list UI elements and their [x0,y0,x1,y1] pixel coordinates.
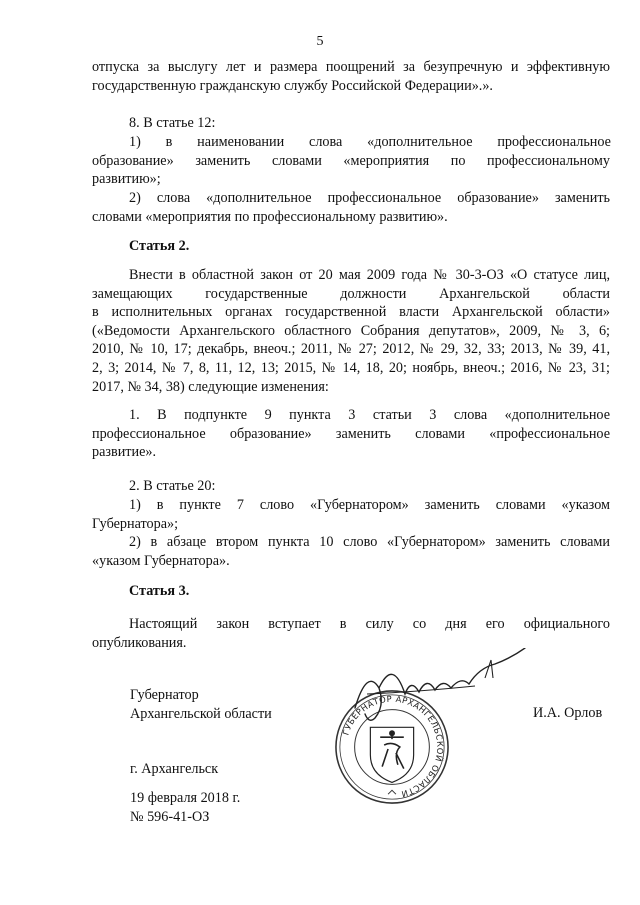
signatory-name: И.А. Орлов [533,705,603,721]
text-line: 1) в наименовании слова «дополнительное профессиональное [129,134,611,150]
paragraph-change-1 [92,406,610,462]
paragraph-article-2-body [92,266,610,396]
paragraph-article-3-body [92,615,610,652]
text-line: Настоящий закон вступает в силу со дня его официального [129,616,610,632]
text-line: образование» заменить словами «мероприятия по профессиональному [92,152,610,169]
svg-text:ГУБЕРНАТОР АРХАНГЕЛЬСКОЙ ОБЛАС: ГУБЕРНАТОР АРХАНГЕЛЬСКОЙ ОБЛАСТИ [340,693,446,800]
text-line: 8. В статье 12: [129,115,216,131]
paragraph-article-12 [92,114,610,133]
text-line: Губернатора»; [92,515,179,532]
text-line: 2017, № 34, 38) следующие изменения: [92,378,329,395]
handwritten-signature-icon [345,648,535,734]
law-number: № 596-41-ОЗ [130,809,210,825]
text-line: развитию»; [92,171,161,188]
paragraph-item-2 [92,189,610,226]
article-3-heading: Статья 3. [129,583,190,599]
paragraph-change-2-item-2 [92,533,610,570]
text-line: профессиональное образование» заменить словами «профессиональное [92,425,610,442]
text-line: государственную гражданскую службу Российской Федерации».». [92,77,493,94]
text-line: 2) слова «дополнительное профессиональное образование» заменить [129,190,610,206]
paragraph-change-2 [92,477,610,496]
text-line: 2010, № 10, 17; декабрь, внеоч.; 2011, № 27; 2012, № 29, 32, 33; 2013, № 39, 41, [92,341,610,358]
city: г. Архангельск [130,761,219,777]
text-line: («Ведомости Архангельского областного Собрания депутатов», 2009, № 3, 6; [92,322,610,339]
signatory-title [130,686,272,724]
signatory-title-line-1: Губернатор [130,687,199,703]
page-number: 5 [316,34,324,49]
text-line: словами «мероприятия по профессиональному развитию». [92,208,448,225]
article-2-heading: Статья 2. [129,238,190,254]
text-line: 1. В подпункте 9 пункта 3 статьи 3 слова «дополнительное [129,407,610,423]
law-date: 19 февраля 2018 г. [130,790,241,806]
text-line: в исполнительных органах государственной власти Архангельской области» [92,304,610,321]
text-line: «указом Губернатора». [92,552,230,569]
signatory-title-line-2: Архангельской области [130,706,272,722]
text-line: опубликования. [92,634,187,651]
text-line: 2. В статье 20: [129,478,216,494]
paragraph-item-1 [92,133,610,189]
text-line: 2) в абзаце втором пункта 10 слово «Губернатором» заменить словами [129,534,610,550]
text-line: замещающих государственные должности Архангельской области [92,285,610,302]
paragraph-change-2-item-1 [92,496,610,533]
text-line: Внести в областной закон от 20 мая 2009 года № 30-3-ОЗ «О статусе лиц, [129,267,610,283]
text-line: 2, 3; 2014, № 7, 8, 11, 12, 13; 2015, № 14, 18, 20; ноябрь, внеоч.; 2016, № 23, 31; [92,359,610,376]
paragraph-continuation [92,58,610,95]
text-line: отпуска за выслугу лет и размера поощрений за безупречную и эффективную [92,59,610,75]
text-line: развитие». [92,444,157,461]
text-line: 1) в пункте 7 слово «Губернатором» заменить словами «указом [129,497,610,513]
